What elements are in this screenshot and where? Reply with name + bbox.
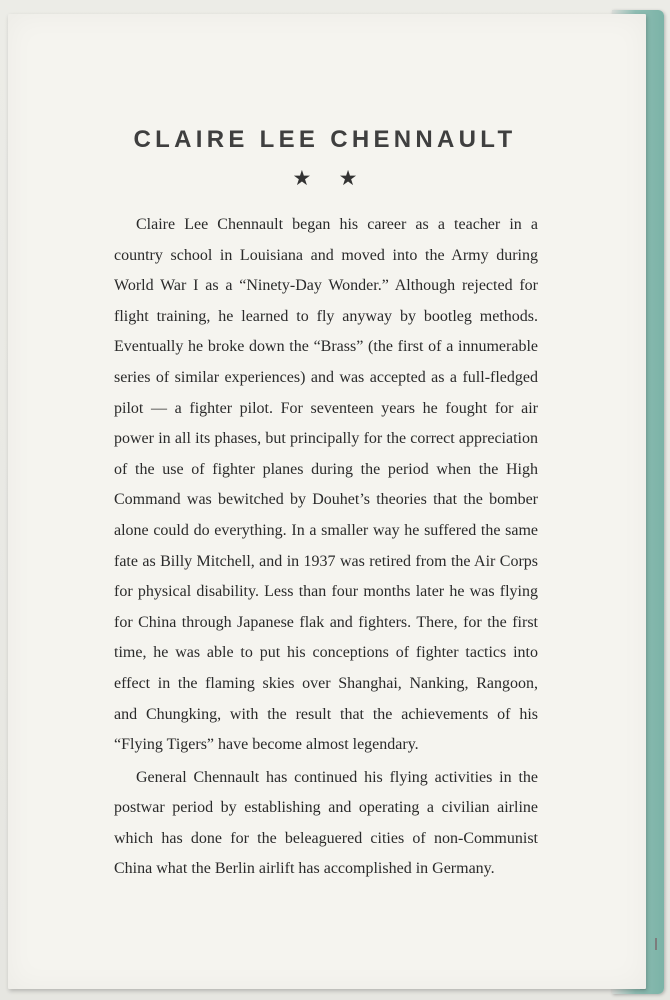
dust-jacket-flap-page [8, 14, 646, 989]
text-line: series of similar experiences) and was accepted as a full-fledged [114, 368, 538, 386]
star-icon: ★ [338, 166, 358, 190]
page-title: CLAIRE LEE CHENNAULT [133, 126, 517, 153]
text-line: Eventually he broke down the “Brass” (the first of a innumerable [114, 338, 538, 356]
text-line: which has done for the beleaguered cities of non-Communist [114, 829, 538, 847]
text-line: effect in the flaming skies over Shanghai, Nanking, Rangoon, [114, 674, 538, 692]
text-line: postwar period by establishing and operating a civilian airline [114, 799, 538, 817]
text-line: time, he was able to put his conceptions of fighter tactics into [114, 644, 538, 662]
star-ornament [8, 166, 642, 191]
text-line: World War I as a “Ninety-Day Wonder.” Although rejected for [114, 277, 538, 295]
text-line: power in all its phases, but principally for the correct appreciation [114, 430, 538, 448]
biography-text [114, 210, 538, 885]
paragraph-1 [114, 210, 538, 761]
text-line: Command was bewitched by Douhet’s theories that the bomber [114, 491, 538, 509]
text-line: General Chennault has continued his flying activities in the [136, 768, 538, 786]
text-line: fate as Billy Mitchell, and in 1937 was retired from the Air Corps [114, 552, 538, 570]
text-line: pilot — a fighter pilot. For seventeen years he fought for air [114, 399, 538, 417]
star-icon: ★ [292, 166, 312, 190]
text-line: and Chungking, with the result that the achievements of his [114, 705, 538, 723]
text-line: for physical disability. Less than four months later he was flying [114, 583, 538, 601]
text-line: “Flying Tigers” have become almost legendary. [114, 736, 419, 754]
text-line: of the use of fighter planes during the period when the High [114, 460, 538, 478]
text-line: Claire Lee Chennault began his career as a teacher in a [136, 216, 538, 233]
text-line: alone could do everything. In a smaller way he suffered the same [114, 521, 538, 539]
text-line: for China through Japanese flak and fighters. There, for the first [114, 613, 538, 631]
page-edge-mark [655, 938, 657, 950]
paragraph-2 [114, 763, 538, 885]
text-line: flight training, he learned to fly anyway by bootleg methods. [114, 307, 538, 325]
text-line: China what the Berlin airlift has accomplished in Germany. [114, 860, 495, 878]
text-line: country school in Louisiana and moved into the Army during [114, 246, 538, 264]
